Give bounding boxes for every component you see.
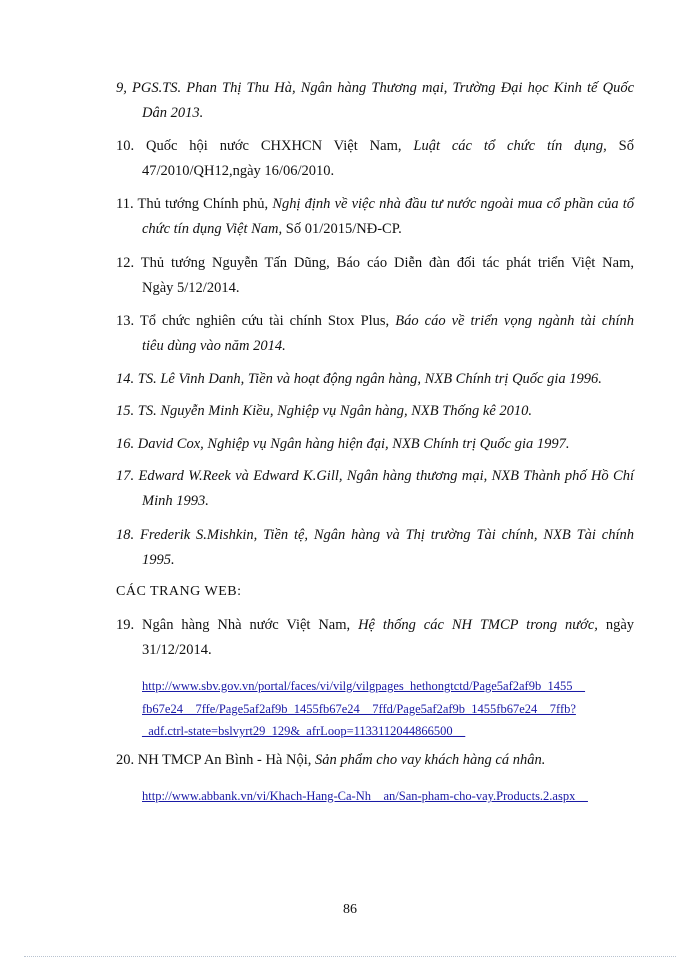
reference-title: Báo cáo về triển vọng ngành tài chính	[395, 313, 635, 329]
reference-line: David Cox, Nghiệp vụ Ngân hàng hiện đại, NXB Chính trị Quốc gia 1997.	[137, 436, 570, 452]
reference-number: 20.	[116, 752, 135, 768]
reference-19	[116, 613, 634, 663]
reference-line: 47/2010/QH12,ngày 16/06/2010.	[142, 163, 335, 179]
reference-tail: Số	[618, 138, 634, 154]
reference-10	[116, 134, 634, 184]
reference-line: Ngày 5/12/2014.	[142, 280, 240, 296]
reference-title: Sản phẩm cho vay khách hàng cá nhân.	[315, 752, 546, 768]
reference-number: 9,	[116, 80, 127, 96]
reference-number: 18.	[116, 527, 135, 543]
page-bottom-border	[24, 956, 676, 957]
reference-line: 31/12/2014.	[142, 642, 212, 658]
reference-number: 14.	[116, 371, 135, 387]
web-references-heading: CÁC TRANG WEB:	[116, 584, 242, 599]
reference-18	[116, 523, 634, 573]
reference-author: Thủ tướng Chính phủ,	[137, 196, 269, 212]
reference-line: Thủ tướng Nguyễn Tấn Dũng, Báo cáo Diễn đàn đối tác phát triển Việt Nam,	[140, 255, 634, 271]
sbv-url-line-1[interactable]: http://www.sbv.gov.vn/portal/faces/vi/vilg/vilgpages_hethongtctd/Page5af2af9b_1455__	[142, 679, 585, 693]
reference-tail: Số 01/2015/NĐ-CP.	[285, 221, 402, 237]
reference-line: PGS.TS. Phan Thị Thu Hà, Ngân hàng Thương mại, Trường Đại học Kinh tế Quốc	[132, 80, 634, 96]
reference-line: Minh 1993.	[142, 493, 209, 509]
reference-number: 15.	[116, 403, 135, 419]
reference-12	[116, 251, 634, 301]
reference-11	[116, 192, 634, 242]
reference-9	[116, 76, 634, 126]
reference-author: Tổ chức nghiên cứu tài chính Stox Plus,	[139, 313, 390, 329]
reference-14	[116, 367, 634, 392]
reference-line: Edward W.Reek và Edward K.Gill, Ngân hàng thương mại, NXB Thành phố Hồ Chí	[138, 468, 635, 484]
reference-number: 19.	[116, 617, 135, 633]
reference-17	[116, 464, 634, 514]
reference-number: 16.	[116, 436, 135, 452]
reference-author: Ngân hàng Nhà nước Việt Nam,	[142, 617, 351, 633]
reference-title: Hệ thống các NH TMCP trong nước,	[358, 617, 598, 633]
page-number: 86	[343, 902, 357, 917]
reference-title: chức tín dụng Việt Nam,	[142, 221, 283, 237]
reference-title: Luật các tổ chức tín dụng,	[413, 138, 607, 154]
reference-tail: ngày	[605, 617, 635, 633]
reference-title: Nghị định về việc nhà đầu tư nước ngoài mua cổ phần của tổ	[272, 196, 635, 212]
reference-line: Dân 2013.	[142, 105, 204, 121]
reference-line: Frederik S.Mishkin, Tiền tệ, Ngân hàng và Thị trường Tài chính, NXB Tài chính	[139, 527, 634, 543]
sbv-url-line-3[interactable]: _adf.ctrl-state=bslvyrt29_129&_afrLoop=1133112044866500__	[142, 724, 466, 738]
reference-number: 13.	[116, 313, 135, 329]
reference-line: TS. Lê Vinh Danh, Tiền và hoạt động ngân hàng, NXB Chính trị Quốc gia 1996.	[137, 371, 602, 387]
reference-line: TS. Nguyễn Minh Kiều, Nghiệp vụ Ngân hàng, NXB Thống kê 2010.	[137, 403, 533, 419]
reference-title: tiêu dùng vào năm 2014.	[142, 338, 286, 354]
reference-number: 10.	[116, 138, 135, 154]
sbv-url-line-2[interactable]: fb67e24__7ffe/Page5af2af9b_1455fb67e24__7ffd/Page5af2af9b_1455fb67e24__7ffb?	[142, 702, 576, 716]
reference-number: 12.	[116, 255, 135, 271]
reference-author: Quốc hội nước CHXHCN Việt Nam,	[146, 138, 402, 154]
reference-number: 11.	[116, 196, 134, 212]
abbank-url[interactable]: http://www.abbank.vn/vi/Khach-Hang-Ca-Nh__an/San-pham-cho-vay.Products.2.aspx__	[142, 789, 588, 803]
reference-13	[116, 309, 634, 359]
reference-15	[116, 399, 634, 424]
reference-number: 17.	[116, 468, 135, 484]
reference-20	[116, 748, 634, 773]
reference-16	[116, 432, 634, 457]
reference-author: NH TMCP An Bình - Hà Nội,	[137, 752, 312, 768]
reference-line: 1995.	[142, 552, 175, 568]
